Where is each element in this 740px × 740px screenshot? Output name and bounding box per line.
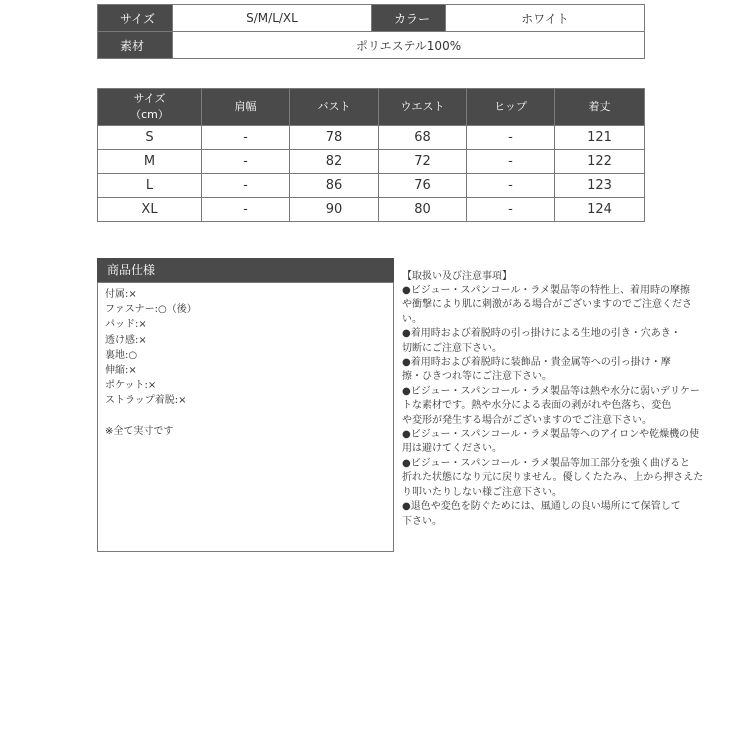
waist-cell: 72 bbox=[379, 150, 467, 174]
info-row-material bbox=[98, 32, 645, 59]
size-label: サイズ bbox=[98, 5, 173, 32]
bust-cell: 86 bbox=[290, 174, 379, 198]
material-value: ポリエステル100% bbox=[173, 32, 645, 59]
spec-note: ※全て実寸です bbox=[105, 425, 174, 437]
spec-line: 透け感:× bbox=[105, 334, 147, 346]
care-line: 折れた状態になり元に戻りません。優しくたたみ、上から押さえた bbox=[402, 472, 704, 484]
spec-line: ストラップ着脱:× bbox=[105, 395, 187, 407]
care-line: ●ビジュー・スパンコール・ラメ製品等は熱や水分に弱いデリケー bbox=[402, 385, 700, 397]
spec-line: パッド:× bbox=[105, 319, 147, 331]
care-line: ●退色や変色を防ぐためには、風通しの良い場所にて保管して bbox=[402, 501, 681, 513]
waist-cell: 80 bbox=[379, 198, 467, 222]
header-shoulder: 肩幅 bbox=[202, 89, 290, 126]
hip-cell: - bbox=[467, 150, 555, 174]
shoulder-cell: - bbox=[202, 198, 290, 222]
header-length: 着丈 bbox=[555, 89, 645, 126]
care-line: ●着用時および着脱時の引っ掛けによる生地の引き・穴あき・ bbox=[402, 328, 681, 340]
size-cell: S bbox=[98, 126, 202, 150]
spec-box bbox=[97, 282, 394, 552]
shoulder-cell: - bbox=[202, 174, 290, 198]
care-line: や衝撃により肌に刺激がある場合がございますのでご注意くださ bbox=[402, 299, 692, 311]
care-line: り叩いたりしない様ご注意下さい。 bbox=[402, 486, 562, 498]
size-value: S/M/L/XL bbox=[173, 5, 372, 32]
table-row bbox=[98, 150, 645, 174]
size-cell: XL bbox=[98, 198, 202, 222]
material-label: 素材 bbox=[98, 32, 173, 59]
waist-cell: 68 bbox=[379, 126, 467, 150]
care-line: 下さい。 bbox=[402, 515, 442, 527]
color-value: ホワイト bbox=[446, 5, 645, 32]
care-line: い。 bbox=[402, 313, 422, 325]
care-line: トな素材です。熱や水分による表面の剥がれや色落ち、変色 bbox=[402, 400, 672, 412]
length-cell: 123 bbox=[555, 174, 645, 198]
hip-cell: - bbox=[467, 198, 555, 222]
hip-cell: - bbox=[467, 174, 555, 198]
header-waist: ウエスト bbox=[379, 89, 467, 126]
header-hip: ヒップ bbox=[467, 89, 555, 126]
spec-line: 伸縮:× bbox=[105, 365, 137, 377]
length-cell: 122 bbox=[555, 150, 645, 174]
care-title: 【取扱い及び注意事項】 bbox=[402, 271, 512, 282]
product-info-table bbox=[97, 4, 645, 59]
size-cell: M bbox=[98, 150, 202, 174]
care-line: 切断にご注意下さい。 bbox=[402, 342, 502, 354]
info-row-size-color bbox=[98, 5, 645, 32]
care-line: 用は避けてください。 bbox=[402, 443, 502, 455]
care-line: や変形が発生する場合がございますのでご注意下さい。 bbox=[402, 414, 652, 426]
waist-cell: 76 bbox=[379, 174, 467, 198]
care-line: ●着用時および着脱時に装飾品・貴金属等への引っ掛け・摩 bbox=[402, 357, 671, 369]
spec-title: 商品仕様 bbox=[97, 258, 394, 282]
spec-line: 付属:× bbox=[105, 289, 137, 300]
size-table-header bbox=[98, 89, 645, 126]
header-bust: バスト bbox=[290, 89, 379, 126]
spec-line: ファスナー:○（後） bbox=[105, 304, 197, 316]
size-cell: L bbox=[98, 174, 202, 198]
table-row bbox=[98, 198, 645, 222]
color-label: カラー bbox=[372, 5, 446, 32]
care-line: ●ビジュー・スパンコール・ラメ製品等へのアイロンや乾燥機の使 bbox=[402, 429, 700, 441]
shoulder-cell: - bbox=[202, 150, 290, 174]
care-line: ●ビジュー・スパンコール・ラメ製品等加工部分を強く曲げると bbox=[402, 457, 691, 469]
hip-cell: - bbox=[467, 126, 555, 150]
bust-cell: 90 bbox=[290, 198, 379, 222]
table-row bbox=[98, 126, 645, 150]
header-size: サイズ （cm） bbox=[98, 89, 202, 126]
shoulder-cell: - bbox=[202, 126, 290, 150]
care-notes bbox=[402, 270, 704, 529]
care-line: ●ビジュー・スパンコール・ラメ製品等の特性上、着用時の摩擦 bbox=[402, 285, 691, 296]
length-cell: 124 bbox=[555, 198, 645, 222]
size-table bbox=[97, 88, 645, 222]
care-line: 擦・ひきつれ等にご注意下さい。 bbox=[402, 371, 552, 383]
length-cell: 121 bbox=[555, 126, 645, 150]
table-row bbox=[98, 174, 645, 198]
spec-line: 裏地:○ bbox=[105, 349, 138, 361]
bust-cell: 78 bbox=[290, 126, 379, 150]
spec-line: ポケット:× bbox=[105, 380, 157, 392]
bust-cell: 82 bbox=[290, 150, 379, 174]
